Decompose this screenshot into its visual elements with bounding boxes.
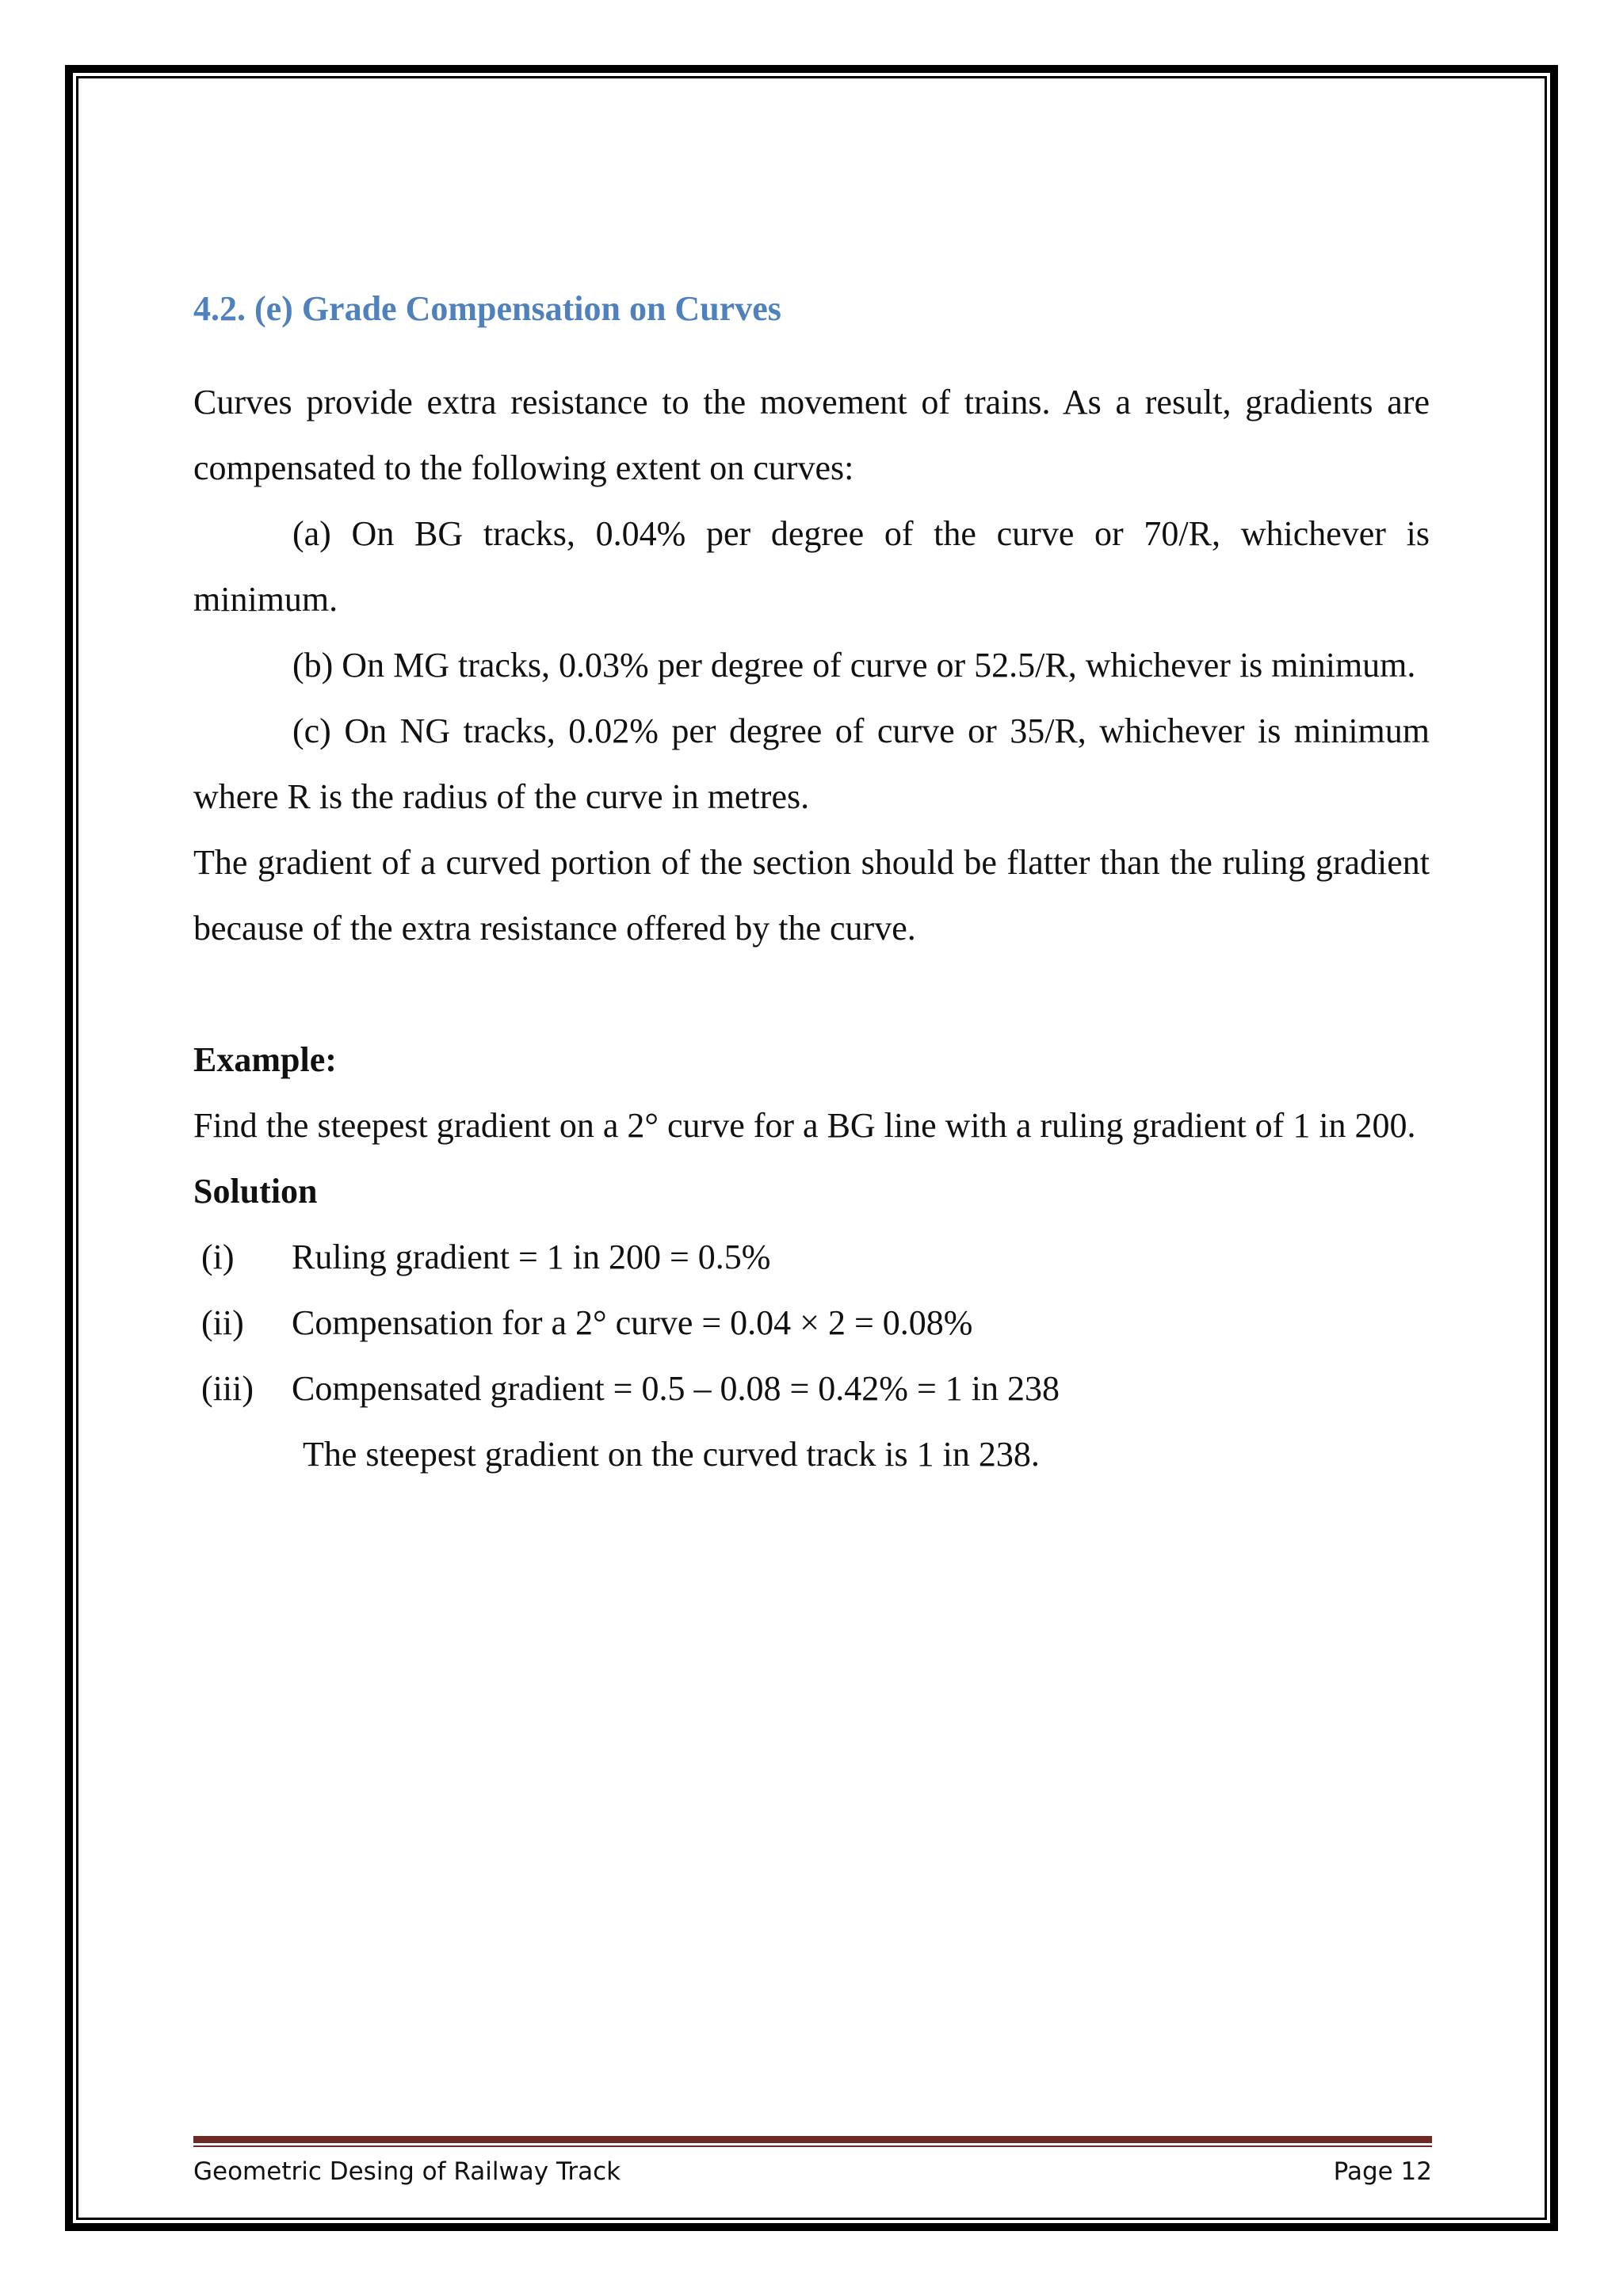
intro-paragraph: Curves provide extra resistance to the movement of trains. As a result, gradients are compensated to the following extent on curves: [193,383,1430,487]
solution-step [193,1224,1430,1290]
step-number: (iii) [201,1369,254,1408]
step-text: Ruling gradient = 1 in 200 = 0.5% [292,1238,771,1276]
solution-step [193,1290,1430,1356]
footer-rule-thin [193,2145,1432,2147]
item-b-paragraph: (b) On MG tracks, 0.03% per degree of curve or 52.5/R, whichever is minimum. [292,646,1416,685]
solution-label: Solution [193,1172,318,1211]
item-c-paragraph: (c) On NG tracks, 0.02% per degree of curve or 35/R, whichever is minimum where R is the radius of the curve in metres. [193,711,1430,816]
spacer [193,961,1430,1027]
solution-step [193,1356,1430,1421]
closing-paragraph: The gradient of a curved portion of the section should be flatter than the ruling gradient because of the extra resistance offered by the curve. [193,843,1430,948]
page-content [193,285,1430,1487]
item-a-paragraph: (a) On BG tracks, 0.04% per degree of the curve or 70/R, whichever is minimum. [193,514,1430,619]
solution-conclusion: The steepest gradient on the curved track is 1 in 238. [303,1435,1040,1474]
page-number: Page 12 [1333,2157,1432,2186]
step-number: (i) [201,1238,235,1276]
section-heading: 4.2. (e) Grade Compensation on Curves [193,289,781,328]
example-question: Find the steepest gradient on a 2° curve for a BG line with a ruling gradient of 1 in 200. [193,1106,1416,1145]
footer-rule-thick [193,2136,1432,2143]
step-number: (ii) [201,1303,244,1342]
step-text: Compensated gradient = 0.5 – 0.08 = 0.42% = 1 in 238 [292,1369,1060,1408]
page-footer [193,2152,1432,2191]
footer-title: Geometric Desing of Railway Track [193,2157,621,2186]
example-label: Example: [193,1040,337,1079]
step-text: Compensation for a 2° curve = 0.04 × 2 = 0.08% [292,1303,973,1342]
